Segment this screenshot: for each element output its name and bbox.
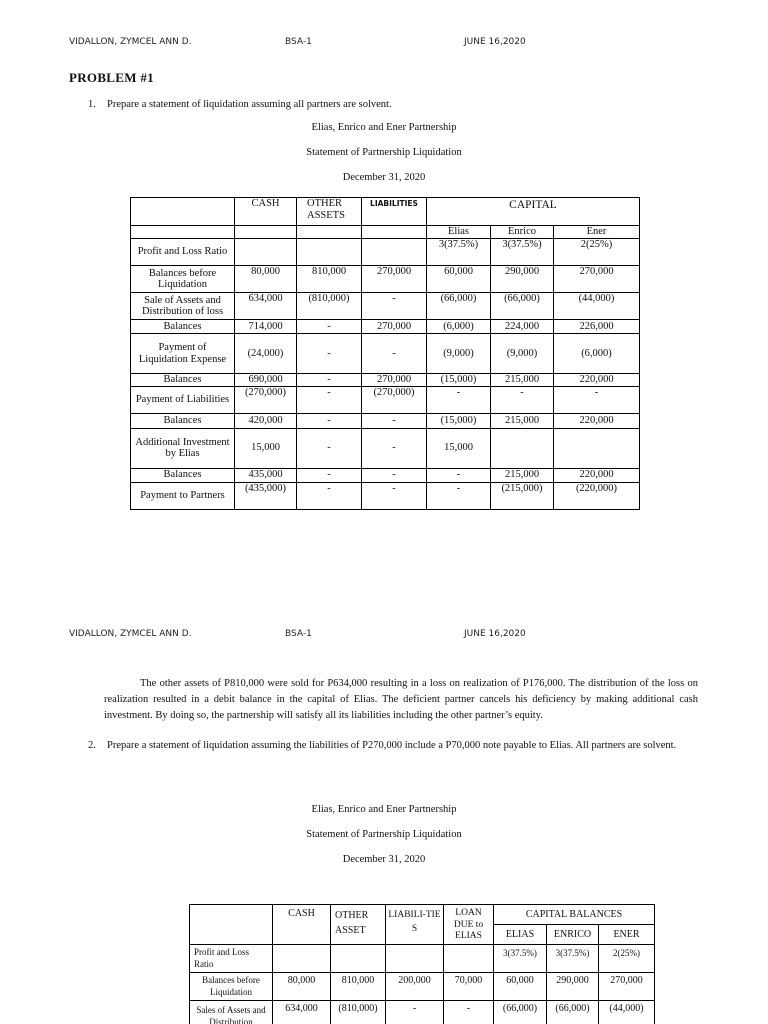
t1-cell: 690,000 <box>235 374 297 387</box>
t2-header-cash: CASH <box>273 905 331 945</box>
student-section: BSA-1 <box>285 37 312 47</box>
question-2-number: 2. <box>88 740 96 751</box>
t2-cell: (66,000) <box>494 1001 547 1024</box>
t2-header-capital-balances: CAPITAL BALANCES <box>494 905 655 925</box>
t1-cell: - <box>362 468 427 482</box>
t1-cell: - <box>297 428 362 468</box>
t1-cell: (435,000) <box>235 482 297 509</box>
t1-cell: - <box>297 320 362 334</box>
t1-blank <box>131 226 235 239</box>
t1-cell: 634,000 <box>235 293 297 320</box>
table-row <box>131 413 640 428</box>
t1-cell: 810,000 <box>297 266 362 293</box>
table-row <box>131 468 640 482</box>
t2-row-label: Balances before Liquidation <box>190 973 273 1001</box>
student-name: VIDALLON, ZYMCEL ANN D. <box>69 629 192 639</box>
t1-cell: - <box>427 468 491 482</box>
document-date: JUNE 16,2020 <box>464 37 526 47</box>
t2-cell: (66,000) <box>547 1001 599 1024</box>
t1-header-cash: CASH <box>235 198 297 226</box>
t1-cell: - <box>297 334 362 374</box>
table-row <box>131 482 640 509</box>
t2-partner-ener: ENER <box>599 925 655 945</box>
t1-cell: - <box>554 386 640 413</box>
table-row <box>131 334 640 374</box>
t1-cell: - <box>362 293 427 320</box>
t1-cell: 215,000 <box>491 413 554 428</box>
t1-cell: (15,000) <box>427 413 491 428</box>
t1-cell: 60,000 <box>427 266 491 293</box>
t1-blank <box>235 226 297 239</box>
t1-cell: - <box>297 374 362 387</box>
t1-header-liabilities: LIABILITIES <box>362 198 427 226</box>
t1-cell: (270,000) <box>235 386 297 413</box>
t1-cell: 270,000 <box>362 266 427 293</box>
explanation-text: The other assets of P810,000 were sold for P634,000 resulting in a loss on realization of P176,000. The distribution of the loss on realization resulted in a debit balance in the capital of Elias. The deficient partner cancels his deficiency by making additional cash investment. By doing so, the partnership will satisfy all its liabilities including the other partner’s equity. <box>104 678 698 721</box>
t2-cell: 80,000 <box>273 973 331 1001</box>
t1-cell: - <box>362 413 427 428</box>
table-row <box>131 293 640 320</box>
t1-cell: (66,000) <box>427 293 491 320</box>
t1-cell: (270,000) <box>362 386 427 413</box>
t1-cell: (15,000) <box>427 374 491 387</box>
t1-cell: 215,000 <box>491 468 554 482</box>
t1-cell: - <box>362 428 427 468</box>
t1-cell: (6,000) <box>427 320 491 334</box>
table-row <box>190 973 655 1001</box>
t1-cell <box>297 239 362 266</box>
t1-cell: 220,000 <box>554 374 640 387</box>
t2-partner-enrico: ENRICO <box>547 925 599 945</box>
t1-cell: 435,000 <box>235 468 297 482</box>
t1-cell: - <box>491 386 554 413</box>
t1-header-capital: CAPITAL <box>427 198 640 226</box>
table-row <box>131 266 640 293</box>
question-2-text: Prepare a statement of liquidation assuming the liabilities of P270,000 include a P70,000 note payable to Elias. All partners are solvent. <box>107 740 677 751</box>
table-row <box>131 428 640 468</box>
t1-cell: 2(25%) <box>554 239 640 266</box>
t1-cell: 224,000 <box>491 320 554 334</box>
t1-cell <box>235 239 297 266</box>
student-section: BSA-1 <box>285 629 312 639</box>
document-date: JUNE 16,2020 <box>464 629 526 639</box>
student-name: VIDALLON, ZYMCEL ANN D. <box>69 37 192 47</box>
statement-title-2: Statement of Partnership Liquidation <box>306 829 462 840</box>
table-row <box>131 374 640 387</box>
liquidation-table-2 <box>189 904 655 1024</box>
t1-blank <box>362 226 427 239</box>
t1-cell: (215,000) <box>491 482 554 509</box>
t1-cell: - <box>427 482 491 509</box>
t2-header-liabilities: LIABILI-TIES <box>386 905 444 945</box>
explanation-paragraph <box>104 676 698 724</box>
page-header-2 <box>0 629 768 643</box>
t1-cell: 80,000 <box>235 266 297 293</box>
t1-cell: - <box>362 482 427 509</box>
t2-cell: 70,000 <box>444 973 494 1001</box>
t1-row-label: Payment of Liquidation Expense <box>131 334 235 374</box>
t2-cell: - <box>386 1001 444 1024</box>
t1-cell: 290,000 <box>491 266 554 293</box>
t2-cell <box>444 945 494 973</box>
t1-cell: 226,000 <box>554 320 640 334</box>
problem-title: PROBLEM #1 <box>69 70 154 85</box>
table-row <box>190 945 655 973</box>
t1-cell: (810,000) <box>297 293 362 320</box>
t1-cell: 220,000 <box>554 413 640 428</box>
table-row <box>131 239 640 266</box>
t1-row-label: Balances <box>131 413 235 428</box>
t1-row-label: Balances <box>131 320 235 334</box>
partnership-name-1: Elias, Enrico and Ener Partnership <box>311 122 457 133</box>
t2-cell <box>386 945 444 973</box>
t2-cell: 270,000 <box>599 973 655 1001</box>
t1-cell: 3(37.5%) <box>427 239 491 266</box>
t2-cell: 810,000 <box>331 973 386 1001</box>
statement-date-1: December 31, 2020 <box>342 172 426 183</box>
t1-corner-cell <box>131 198 235 226</box>
question-1-number: 1. <box>88 99 96 110</box>
table-row <box>131 320 640 334</box>
t2-cell: 290,000 <box>547 973 599 1001</box>
t1-cell: (220,000) <box>554 482 640 509</box>
t1-cell: - <box>297 386 362 413</box>
t1-cell: 15,000 <box>427 428 491 468</box>
t2-corner-cell <box>190 905 273 945</box>
t1-partner-elias: Elias <box>427 226 491 239</box>
t1-row-label: Payment of Liabilities <box>131 386 235 413</box>
t2-cell: (44,000) <box>599 1001 655 1024</box>
t1-cell <box>491 428 554 468</box>
t1-row-label: Balances <box>131 468 235 482</box>
partnership-name-2: Elias, Enrico and Ener Partnership <box>311 804 457 815</box>
liquidation-table-1 <box>130 197 640 510</box>
t2-cell <box>273 945 331 973</box>
statement-date-2: December 31, 2020 <box>342 854 426 865</box>
t2-partner-elias: ELIAS <box>494 925 547 945</box>
t2-header-other-asset: OTHER ASSET <box>331 905 386 945</box>
t1-cell: 270,000 <box>362 374 427 387</box>
t1-header-other-assets: OTHER ASSETS <box>297 198 362 226</box>
t1-cell <box>362 239 427 266</box>
t2-cell: 200,000 <box>386 973 444 1001</box>
t1-cell: 215,000 <box>491 374 554 387</box>
t1-cell: - <box>427 386 491 413</box>
t1-cell: - <box>297 468 362 482</box>
t1-cell: (6,000) <box>554 334 640 374</box>
t1-cell: - <box>362 334 427 374</box>
t1-row-label: Profit and Loss Ratio <box>131 239 235 266</box>
t1-cell: 270,000 <box>554 266 640 293</box>
t1-partner-enrico: Enrico <box>491 226 554 239</box>
t2-cell: 3(37.5%) <box>494 945 547 973</box>
t2-cell: (810,000) <box>331 1001 386 1024</box>
t1-cell: 714,000 <box>235 320 297 334</box>
t1-row-label: Additional Investment by Elias <box>131 428 235 468</box>
t1-row-label: Balances before Liquidation <box>131 266 235 293</box>
t2-row-label: Sales of Assets and Distribution <box>190 1001 273 1024</box>
table-row <box>190 1001 655 1024</box>
t1-cell: - <box>297 482 362 509</box>
question-1-text: Prepare a statement of liquidation assuming all partners are solvent. <box>107 99 392 110</box>
page-header <box>0 37 768 51</box>
t1-cell: (9,000) <box>427 334 491 374</box>
statement-title-1: Statement of Partnership Liquidation <box>306 147 462 158</box>
t1-cell: 270,000 <box>362 320 427 334</box>
t1-cell: (24,000) <box>235 334 297 374</box>
question-2 <box>88 738 708 753</box>
t1-cell: 15,000 <box>235 428 297 468</box>
t1-row-label: Balances <box>131 374 235 387</box>
t1-cell: (9,000) <box>491 334 554 374</box>
t2-cell: 634,000 <box>273 1001 331 1024</box>
t2-cell: - <box>444 1001 494 1024</box>
t2-cell <box>331 945 386 973</box>
t1-partner-ener: Ener <box>554 226 640 239</box>
table-row <box>131 386 640 413</box>
t1-cell: 420,000 <box>235 413 297 428</box>
t1-cell: - <box>297 413 362 428</box>
t2-cell: 2(25%) <box>599 945 655 973</box>
t1-cell: 220,000 <box>554 468 640 482</box>
t1-cell: (66,000) <box>491 293 554 320</box>
t2-header-loan-due-elias: LOAN DUE to ELIAS <box>444 905 494 945</box>
t1-row-label: Payment to Partners <box>131 482 235 509</box>
t2-cell: 3(37.5%) <box>547 945 599 973</box>
t2-row-label: Profit and Loss Ratio <box>190 945 273 973</box>
t1-row-label: Sale of Assets and Distribution of loss <box>131 293 235 320</box>
t1-cell: 3(37.5%) <box>491 239 554 266</box>
t1-blank <box>297 226 362 239</box>
t1-cell: (44,000) <box>554 293 640 320</box>
t1-cell <box>554 428 640 468</box>
t2-cell: 60,000 <box>494 973 547 1001</box>
